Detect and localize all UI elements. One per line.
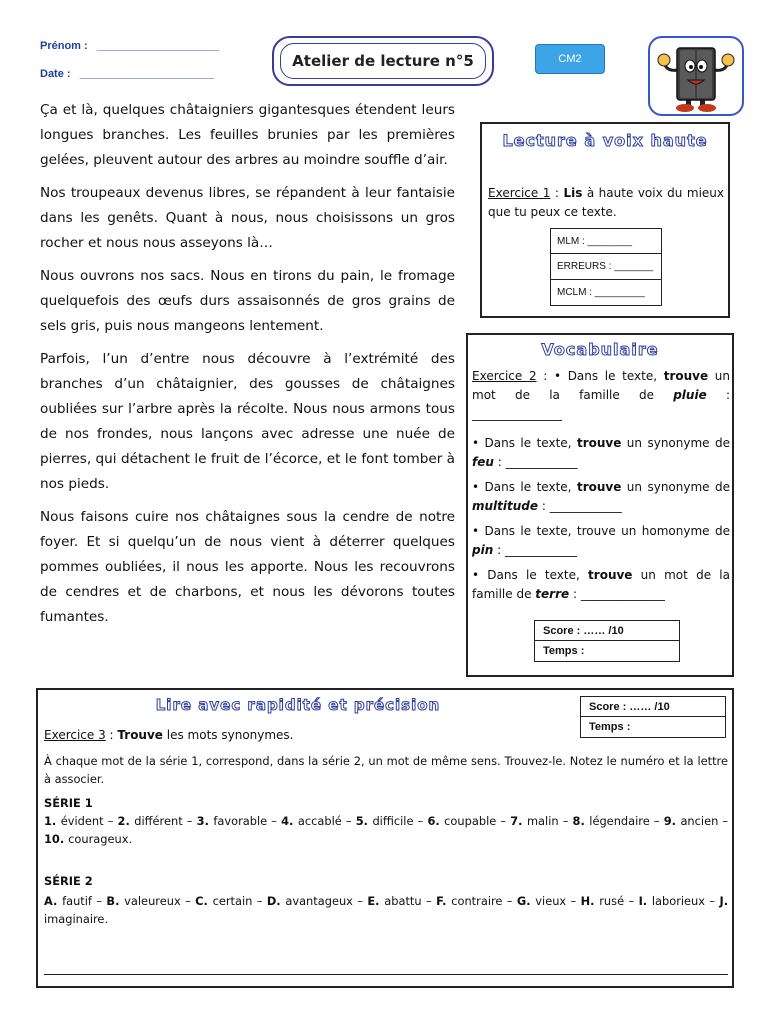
vocab-item: Exercice 2 : • Dans le texte, trouve un mot de la famille de pluie : _______________ xyxy=(472,369,731,421)
serie-item-word: courageux. xyxy=(68,832,133,846)
exercise-2-label: Exercice 2 xyxy=(472,369,537,383)
vocab-score[interactable]: Score : …… /10 xyxy=(535,621,679,641)
rapidite-temps[interactable]: Temps : xyxy=(589,721,631,733)
rapidite-title: Lire avec rapidité et précision xyxy=(155,696,441,714)
serie-item-key: 5. xyxy=(355,814,373,828)
vocab-item: • Dans le texte, trouve un mot de la famille de terre : ______________ xyxy=(472,568,730,601)
serie-item-word: contraire xyxy=(451,894,503,908)
reading-paragraph: Ça et là, quelques châtaigniers gigantesques étendent leurs longues branches. Les feuilles brunies par les premières gelées, pleuvent autour des arbres au moindre souffle d’air. xyxy=(40,102,455,168)
vocabulaire-box xyxy=(466,333,734,677)
serie-item-word: avantageux xyxy=(285,894,353,908)
rapidite-score-table xyxy=(580,696,726,738)
serie-item-key: J. xyxy=(719,894,729,908)
level-badge: CM2 xyxy=(535,44,605,74)
metric-mlm[interactable]: MLM : ________ xyxy=(551,229,661,254)
prenom-field[interactable] xyxy=(40,40,219,52)
serie-item-word: vieux xyxy=(535,894,567,908)
serie-item-word: malin xyxy=(526,814,559,828)
serie-item-key: 3. xyxy=(196,814,214,828)
serie-item-word: coupable xyxy=(444,814,497,828)
title-frame xyxy=(272,36,494,86)
serie-item-key: F. xyxy=(436,894,452,908)
vocab-item: • Dans le texte, trouve un synonyme de feu : ____________ xyxy=(472,436,731,469)
serie-item-word: difficile xyxy=(372,814,414,828)
exercise-3-label: Exercice 3 xyxy=(44,728,106,742)
prenom-line: ____________________ xyxy=(96,40,220,52)
serie-item-word: différent xyxy=(134,814,183,828)
serie-item-word: valeureux xyxy=(124,894,181,908)
answer-line[interactable] xyxy=(44,974,728,975)
vocab-item: • Dans le texte, trouve un synonyme de multitude : ____________ xyxy=(472,480,731,513)
serie-item-key: B. xyxy=(106,894,125,908)
reading-paragraph: Parfois, l’un d’entre nous découvre à l’extrémité des branches d’un châtaignier, des gousses de châtaignes oubliées sur l’arbre après la récolte. Nous nous armons tous de nos frondes, nous lançons avec adresse une nuée de pierres, qui détachent le fruit de l’écorce, et le font tomber à nos pieds. xyxy=(40,351,455,492)
serie-item-key: H. xyxy=(580,894,600,908)
exercise-1-label: Exercice 1 xyxy=(488,186,551,200)
lecture-title: Lecture à voix haute xyxy=(502,131,708,150)
book-mascot-icon xyxy=(650,38,742,114)
serie-item-word: certain xyxy=(212,894,253,908)
reading-paragraph: Nous ouvrons nos sacs. Nous en tirons du pain, le fromage quelquefois des œufs durs assaisonnés de gros grains de sels gris, puis nous mangeons lentement. xyxy=(40,268,455,334)
serie-item-word: rusé xyxy=(599,894,625,908)
exercise-3-instruction: les mots synonymes. xyxy=(162,728,294,742)
reading-paragraph: Nos troupeaux devenus libres, se répandent à leur fantaisie dans les genêts. Quant à nous, nous choisissons un gros rocher et nous nous asseyons là… xyxy=(40,185,455,251)
date-line: ______________________ xyxy=(79,68,215,80)
serie-item-key: 6. xyxy=(427,814,445,828)
prenom-label: Prénom : xyxy=(40,40,88,52)
vocab-item: • Dans le texte, trouve un homonyme de pin : ____________ xyxy=(472,524,730,557)
serie-item-word: imaginaire. xyxy=(44,912,109,926)
mascot-frame xyxy=(648,36,744,116)
exercise-1-verb: Lis xyxy=(563,186,583,200)
vocab-temps[interactable]: Temps : xyxy=(543,645,585,657)
serie-item-key: 7. xyxy=(510,814,527,828)
vocabulaire-title: Vocabulaire xyxy=(541,340,659,359)
serie-item-key: 2. xyxy=(117,814,135,828)
serie-item-word: légendaire xyxy=(589,814,650,828)
reading-paragraph: Nous faisons cuire nos châtaignes sous la cendre de notre foyer. Et si quelqu’un de nous vient à déterrer quelques pommes oubliées, il nous les apporte. Nous les recouvrons de cendres et de charbons, et nous les dévorons toutes fumantes. xyxy=(40,509,455,625)
serie-item-key: 9. xyxy=(663,814,681,828)
lecture-box xyxy=(480,122,730,318)
serie-item-key: A. xyxy=(44,894,63,908)
serie-item-word: abattu xyxy=(384,894,422,908)
serie-2-title: SÉRIE 2 xyxy=(44,874,93,888)
serie-2-list: A. fautif – B. valeureux – C. certain – D. avantageux – E. abattu – F. contraire – G. vieux – H. rusé – I. laborieux – J. imaginaire. xyxy=(44,894,729,926)
serie-item-key: G. xyxy=(516,894,536,908)
reading-text xyxy=(40,98,455,638)
date-label: Date : xyxy=(40,68,71,80)
serie-1-list: 1. évident – 2. différent – 3. favorable – 4. accablé – 5. difficile – 6. coupable – 7. malin – 8. légendaire – 9. ancien – 10. courageux. xyxy=(44,814,729,846)
reading-metrics-table xyxy=(550,228,662,306)
serie-1-title: SÉRIE 1 xyxy=(44,796,93,810)
serie-item-word: favorable xyxy=(213,814,268,828)
serie-item-key: 8. xyxy=(572,814,590,828)
rapidite-box xyxy=(36,688,734,988)
metric-erreurs[interactable]: ERREURS : _______ xyxy=(551,254,661,280)
exercise-3: Exercice 3 : Trouve les mots synonymes. xyxy=(44,728,294,742)
serie-item-word: accablé xyxy=(297,814,342,828)
serie-item-word: laborieux xyxy=(651,894,706,908)
serie-item-key: D. xyxy=(266,894,286,908)
serie-item-key: 4. xyxy=(281,814,298,828)
serie-item-word: ancien xyxy=(680,814,719,828)
rapidite-score[interactable]: Score : …… /10 xyxy=(581,697,725,717)
serie-item-word: évident xyxy=(60,814,104,828)
exercise-3-description: À chaque mot de la série 1, correspond, dans la série 2, un mot de même sens. Trouvez-le. Notez le numéro et la lettre à associer. xyxy=(44,754,728,786)
serie-item-key: 1. xyxy=(44,814,61,828)
vocab-score-table xyxy=(534,620,680,662)
serie-item-key: C. xyxy=(195,894,213,908)
metric-mclm[interactable]: MCLM : _________ xyxy=(557,287,645,298)
exercise-2 xyxy=(472,367,730,610)
exercise-3-verb: Trouve xyxy=(117,728,163,742)
exercise-1: Exercice 1 : Lis à haute voix du mieux que tu peux ce texte. xyxy=(488,186,725,219)
serie-item-key: 10. xyxy=(44,832,69,846)
serie-item-key: E. xyxy=(367,894,385,908)
page-title: Atelier de lecture n°5 xyxy=(280,43,486,79)
exercise-1-instruction: à haute voix du mieux que tu peux ce texte. xyxy=(488,186,725,219)
serie-item-word: fautif xyxy=(62,894,92,908)
serie-item-key: I. xyxy=(638,894,652,908)
date-field[interactable] xyxy=(40,68,214,80)
